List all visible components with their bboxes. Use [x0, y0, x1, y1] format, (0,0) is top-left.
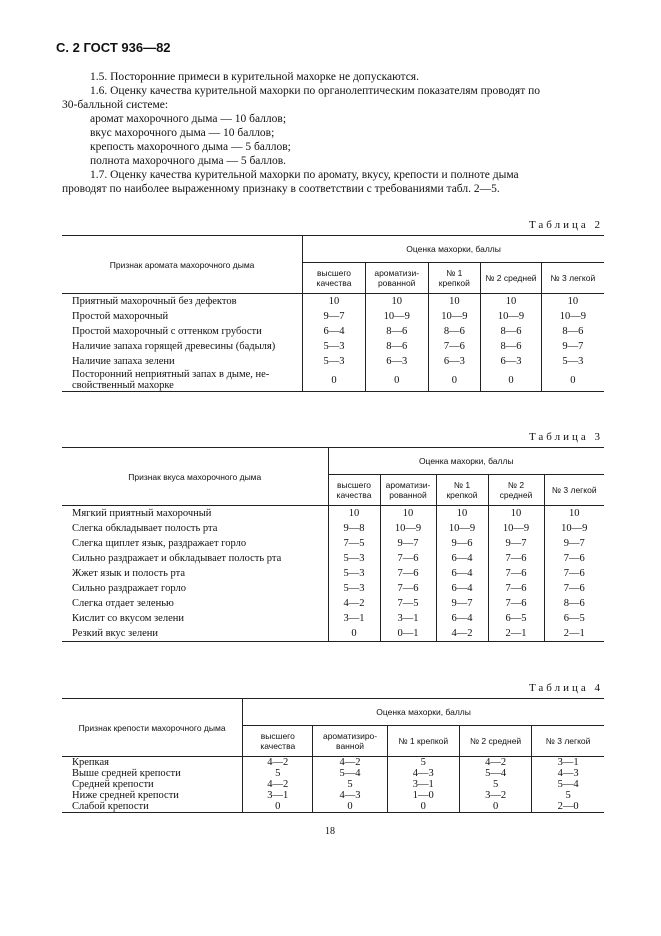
- column-header: ароматизи-рованной: [380, 475, 436, 506]
- row-label: Наличие запаха горящей древесины (бадыля): [72, 341, 276, 352]
- cell-value: 8—6: [365, 339, 428, 354]
- table-row: [62, 779, 604, 790]
- cell-value: 2—0: [532, 801, 604, 813]
- table2-caption: Таблица 2: [528, 219, 603, 231]
- cell-value: 4—2: [243, 779, 313, 790]
- cell-value: 0: [328, 626, 380, 642]
- cell-value: 7—6: [380, 566, 436, 581]
- cell-value: 8—6: [481, 339, 542, 354]
- cell-value: 5: [243, 768, 313, 779]
- cell-value: 0—1: [380, 626, 436, 642]
- cell-value: 6—5: [544, 611, 604, 626]
- cell-value: 9—7: [380, 536, 436, 551]
- cell-value: 9—7: [488, 536, 544, 551]
- column-header: № 3 легкой: [541, 263, 604, 294]
- row-label: Средней крепости: [72, 779, 154, 790]
- column-header: № 2 средней: [488, 475, 544, 506]
- row-label: Слегка обкладывает полость рта: [72, 523, 218, 534]
- table-row: [62, 801, 604, 813]
- cell-value: 4—2: [313, 757, 387, 769]
- cell-value: 5—3: [328, 551, 380, 566]
- table-2-aroma: [62, 235, 604, 392]
- cell-value: 8—6: [544, 596, 604, 611]
- row-header: Признак аромата махорочного дыма: [62, 236, 303, 294]
- column-header: № 1 крепкой: [436, 475, 488, 506]
- table-3-taste: [62, 447, 604, 642]
- cell-value: 10: [481, 294, 542, 310]
- row-label: Выше средней крепости: [72, 768, 181, 779]
- column-header: высшего качества: [328, 475, 380, 506]
- cell-value: 10: [541, 294, 604, 310]
- cell-value: 6—3: [365, 354, 428, 369]
- cell-value: 5—3: [303, 339, 366, 354]
- column-header: № 1 крепкой: [428, 263, 481, 294]
- cell-value: 5—3: [303, 354, 366, 369]
- cell-value: 9—7: [541, 339, 604, 354]
- cell-value: 10—9: [488, 521, 544, 536]
- cell-value: 7—6: [544, 551, 604, 566]
- intro-text: [62, 70, 602, 196]
- cell-value: 5—3: [541, 354, 604, 369]
- column-header: № 3 легкой: [544, 475, 604, 506]
- intro-line: 30-балльной системе:: [62, 99, 169, 111]
- table-row: [62, 581, 604, 596]
- cell-value: 0: [243, 801, 313, 813]
- cell-value: 5—3: [328, 581, 380, 596]
- cell-value: 4—2: [328, 596, 380, 611]
- cell-value: 4—2: [459, 757, 531, 769]
- cell-value: 9—7: [436, 596, 488, 611]
- cell-value: 3—1: [387, 779, 459, 790]
- column-header: высшего качества: [243, 726, 313, 757]
- row-label: Резкий вкус зелени: [62, 626, 328, 642]
- cell-value: 0: [428, 369, 481, 392]
- row-label: Приятный махорочный без дефектов: [72, 296, 237, 307]
- intro-line: вкус махорочного дыма — 10 баллов;: [90, 127, 275, 139]
- cell-value: 10—9: [428, 309, 481, 324]
- cell-value: 7—5: [328, 536, 380, 551]
- cell-value: 10—9: [481, 309, 542, 324]
- cell-value: 0: [459, 801, 531, 813]
- cell-value: 7—6: [544, 581, 604, 596]
- column-header: № 1 крепкой: [387, 726, 459, 757]
- cell-value: 7—5: [380, 596, 436, 611]
- cell-value: 5—3: [328, 566, 380, 581]
- cell-value: 7—6: [488, 581, 544, 596]
- row-label: Сильно раздражает горло: [72, 583, 186, 594]
- table-row: [62, 369, 604, 392]
- cell-value: 7—6: [380, 551, 436, 566]
- table-row: [62, 324, 604, 339]
- cell-value: 7—6: [488, 566, 544, 581]
- table-row: [62, 611, 604, 626]
- cell-value: 10: [380, 506, 436, 522]
- cell-value: 5—4: [313, 768, 387, 779]
- cell-value: 7—6: [488, 551, 544, 566]
- row-label: Жжет язык и полость рта: [72, 568, 186, 579]
- column-header: ароматизиро-ванной: [313, 726, 387, 757]
- column-header: высшего качества: [303, 263, 366, 294]
- row-label: Посторонний неприятный запах в дыме, не-свойственный махорке: [62, 369, 303, 392]
- table-4-strength: [62, 698, 604, 813]
- cell-value: 3—1: [328, 611, 380, 626]
- cell-value: 9—7: [303, 309, 366, 324]
- cell-value: 8—6: [365, 324, 428, 339]
- intro-line: 1.6. Оценку качества курительной махорки по органолептическим показателям проводят по: [90, 85, 541, 97]
- table-row: [62, 596, 604, 611]
- column-header: № 3 легкой: [532, 726, 604, 757]
- table-row: [62, 339, 604, 354]
- cell-value: 10: [328, 506, 380, 522]
- page-number: 18: [325, 826, 335, 837]
- table-row: [62, 551, 604, 566]
- cell-value: 5: [387, 757, 459, 769]
- cell-value: 3—2: [459, 790, 531, 801]
- cell-value: 6—3: [481, 354, 542, 369]
- cell-value: 0: [387, 801, 459, 813]
- cell-value: 5—4: [532, 779, 604, 790]
- intro-line: проводят по наиболее выраженному признаку в соответствии с требованиями табл. 2—5.: [62, 183, 500, 195]
- cell-value: 10: [365, 294, 428, 310]
- cell-value: 10—9: [541, 309, 604, 324]
- row-label: Простой махорочный с оттенком грубости: [72, 326, 262, 337]
- group-header: Оценка махорки, баллы: [328, 448, 604, 475]
- group-header: Оценка махорки, баллы: [303, 236, 604, 263]
- row-label: Наличие запаха зелени: [72, 356, 175, 367]
- cell-value: 2—1: [544, 626, 604, 642]
- intro-line: 1.7. Оценку качества курительной махорки по аромату, вкусу, крепости и полноте дыма: [90, 169, 519, 181]
- row-label: Слегка отдает зеленью: [72, 598, 174, 609]
- cell-value: 0: [541, 369, 604, 392]
- row-label: Мягкий приятный махорочный: [72, 508, 212, 519]
- cell-value: 3—1: [243, 790, 313, 801]
- row-label: Слегка щиплет язык, раздражает горло: [72, 538, 247, 549]
- cell-value: 6—4: [436, 566, 488, 581]
- cell-value: 10: [488, 506, 544, 522]
- table-row: [62, 790, 604, 801]
- cell-value: 7—6: [488, 596, 544, 611]
- table-row: [62, 626, 604, 642]
- table-row: [62, 506, 604, 522]
- cell-value: 10—9: [365, 309, 428, 324]
- cell-value: 3—1: [380, 611, 436, 626]
- cell-value: 10: [303, 294, 366, 310]
- cell-value: 5—4: [459, 768, 531, 779]
- cell-value: 6—4: [436, 581, 488, 596]
- table-row: [62, 566, 604, 581]
- row-label: Ниже средней крепости: [72, 790, 179, 801]
- table-row: [62, 536, 604, 551]
- table-row: [62, 768, 604, 779]
- intro-line: крепость махорочного дыма — 5 баллов;: [90, 141, 291, 153]
- cell-value: 4—2: [436, 626, 488, 642]
- cell-value: 6—4: [303, 324, 366, 339]
- cell-value: 10—9: [544, 521, 604, 536]
- cell-value: 5: [313, 779, 387, 790]
- column-header: № 2 средней: [481, 263, 542, 294]
- cell-value: 4—3: [387, 768, 459, 779]
- cell-value: 0: [313, 801, 387, 813]
- intro-line: аромат махорочного дыма — 10 баллов;: [90, 113, 287, 125]
- cell-value: 6—3: [428, 354, 481, 369]
- cell-value: 0: [481, 369, 542, 392]
- intro-line: 1.5. Посторонние примеси в курительной махорке не допускаются.: [90, 71, 419, 83]
- cell-value: 5: [459, 779, 531, 790]
- cell-value: 5: [532, 790, 604, 801]
- cell-value: 10: [428, 294, 481, 310]
- cell-value: 3—1: [532, 757, 604, 769]
- table-row: [62, 354, 604, 369]
- row-label: Сильно раздражает и обкладывает полость рта: [72, 553, 282, 564]
- cell-value: 9—7: [544, 536, 604, 551]
- cell-value: 0: [303, 369, 366, 392]
- intro-line: полнота махорочного дыма — 5 баллов.: [90, 155, 287, 167]
- row-header: Признак вкуса махорочного дыма: [62, 448, 328, 506]
- cell-value: 4—3: [532, 768, 604, 779]
- cell-value: 2—1: [488, 626, 544, 642]
- cell-value: 7—6: [544, 566, 604, 581]
- cell-value: 6—4: [436, 611, 488, 626]
- cell-value: 4—2: [243, 757, 313, 769]
- column-header: ароматизи-рованной: [365, 263, 428, 294]
- cell-value: 0: [365, 369, 428, 392]
- cell-value: 10: [436, 506, 488, 522]
- cell-value: 4—3: [313, 790, 387, 801]
- cell-value: 6—5: [488, 611, 544, 626]
- cell-value: 10—9: [436, 521, 488, 536]
- cell-value: 10: [544, 506, 604, 522]
- cell-value: 7—6: [380, 581, 436, 596]
- row-label: Крепкая: [72, 757, 109, 768]
- column-header: № 2 средней: [459, 726, 531, 757]
- cell-value: 8—6: [428, 324, 481, 339]
- cell-value: 9—6: [436, 536, 488, 551]
- row-label: Слабой крепости: [62, 801, 243, 813]
- table4-caption: Таблица 4: [528, 682, 603, 694]
- page-header: С. 2 ГОСТ 936—82: [56, 40, 171, 55]
- cell-value: 8—6: [481, 324, 542, 339]
- cell-value: 10—9: [380, 521, 436, 536]
- row-header: Признак крепости махорочного дыма: [62, 699, 243, 757]
- group-header: Оценка махорки, баллы: [243, 699, 604, 726]
- table-row: [62, 309, 604, 324]
- row-label: Простой махорочный: [72, 311, 169, 322]
- cell-value: 9—8: [328, 521, 380, 536]
- cell-value: 1—0: [387, 790, 459, 801]
- table-row: [62, 757, 604, 769]
- cell-value: 7—6: [428, 339, 481, 354]
- cell-value: 8—6: [541, 324, 604, 339]
- table-row: [62, 521, 604, 536]
- cell-value: 6—4: [436, 551, 488, 566]
- table-row: [62, 294, 604, 310]
- row-label: Кислит со вкусом зелени: [72, 613, 184, 624]
- table3-caption: Таблица 3: [528, 431, 603, 443]
